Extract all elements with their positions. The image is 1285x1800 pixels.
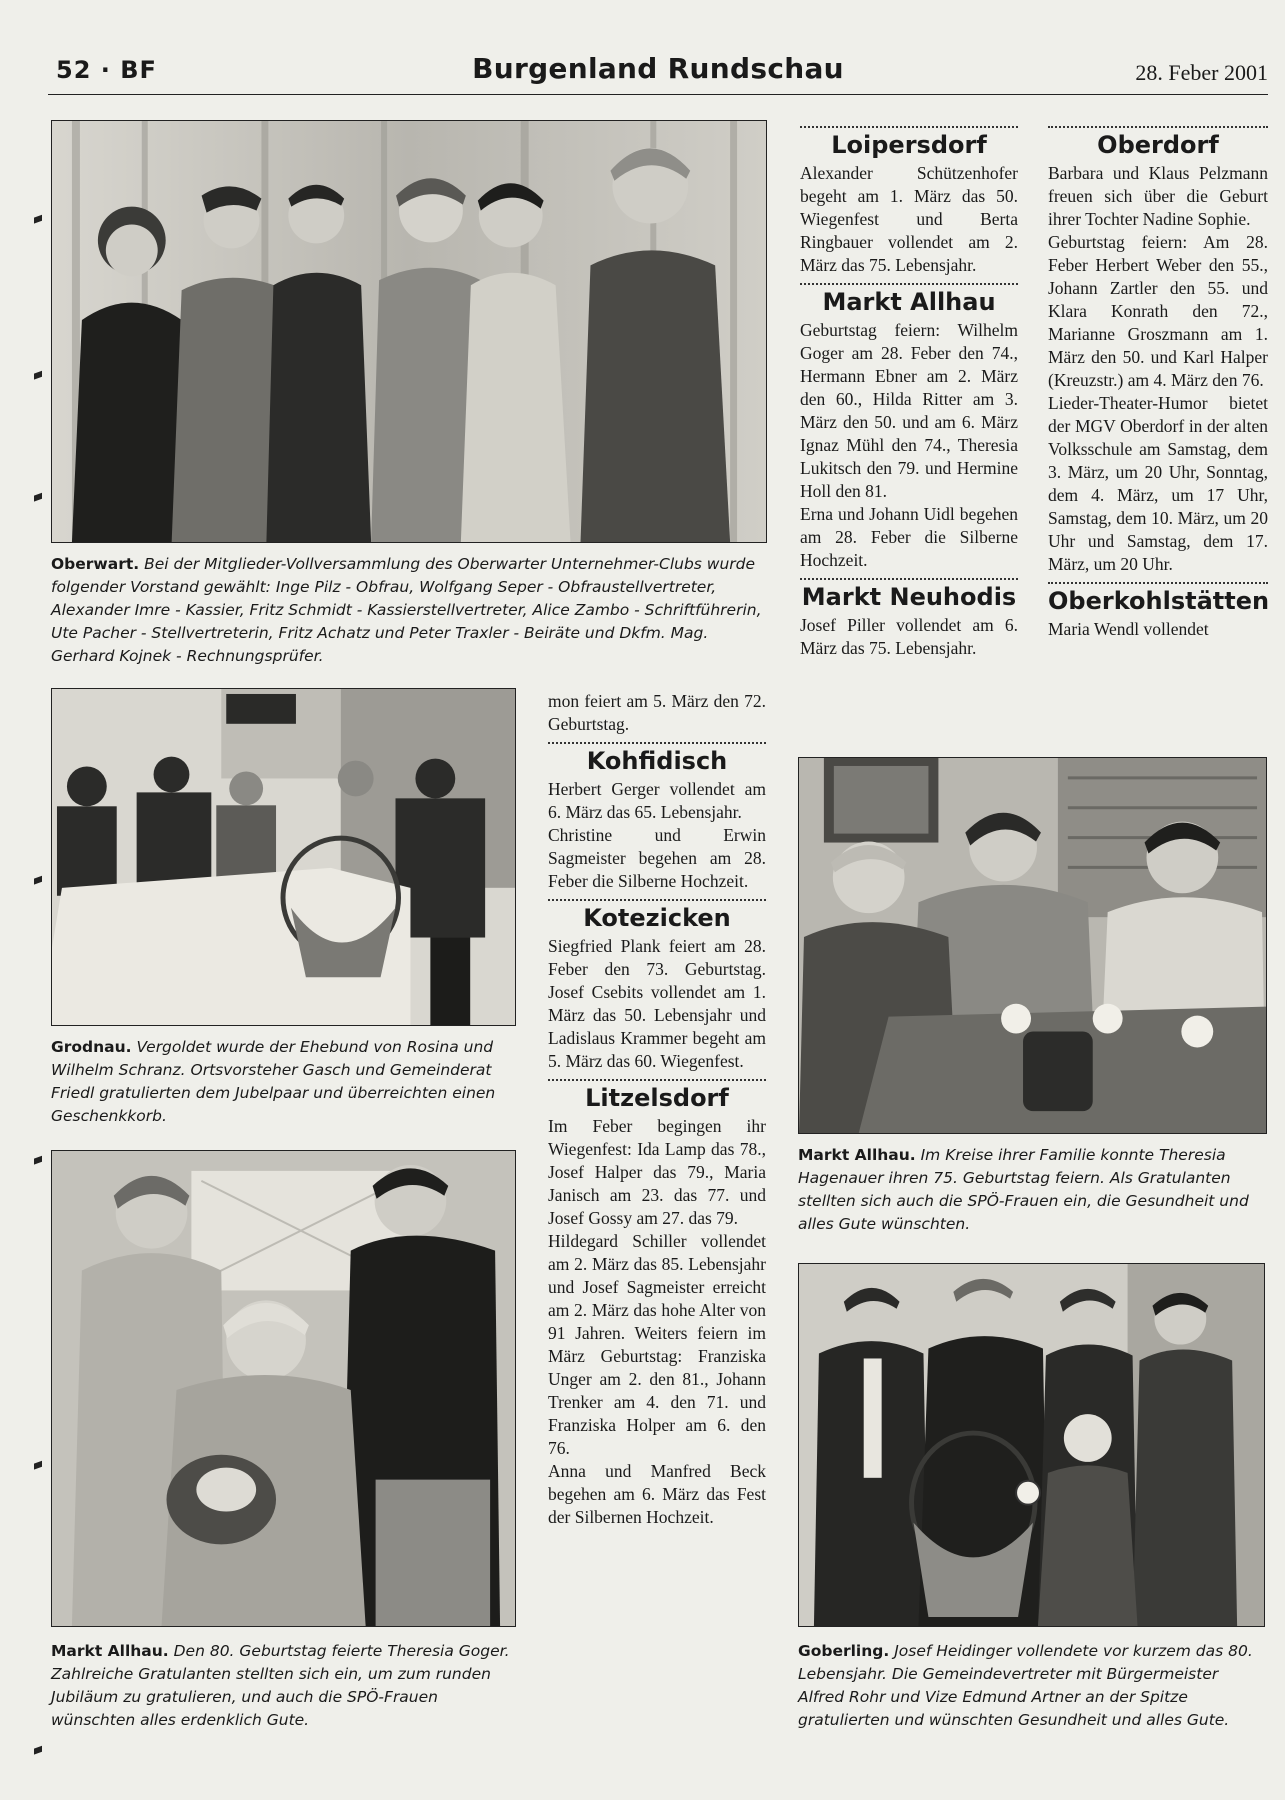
- heading-markt-allhau: Markt Allhau: [822, 288, 996, 316]
- heading-kotezicken: Kotezicken: [583, 904, 731, 932]
- continued-paragraph: mon feiert am 5. März den 72. Geburtstag.: [548, 691, 766, 734]
- caption-text: Vergoldet wurde der Ehebund von Rosina und Wilhelm Schranz. Ortsvorsteher Gasch und Gemeinderat Friedl gratulierten dem Jubelpaar und überreichten einen Geschenkkorb.: [51, 1038, 496, 1125]
- dotted-divider: [548, 899, 766, 901]
- paragraph: Anna und Manfred Beck begehen am 6. März das Fest der Silbernen Hochzeit.: [548, 1461, 766, 1527]
- caption-text: Josef Heidinger vollendete vor kurzem das 80. Lebensjahr. Die Gemeindevertreter mit Bürgermeister Alfred Rohr und Vize Edmund Artner an der Spitze gratulierten und wünschten Gesundheit und alles Gute.: [798, 1642, 1253, 1729]
- paragraph: Christine und Erwin Sagmeister begehen am 28. Feber die Silberne Hochzeit.: [548, 825, 766, 891]
- photo-allhau-80th-birthday: [51, 1150, 516, 1627]
- paragraph: Maria Wendl vollendet: [1048, 619, 1209, 639]
- paragraph: Barbara und Klaus Pelzmann freuen sich über die Geburt ihrer Tochter Nadine Sophie.: [1048, 163, 1268, 229]
- margin-mark: [34, 1741, 54, 1754]
- paragraph: Geburtstag feiern: Wilhelm Goger am 28. Feber den 74., Hermann Ebner am 2. März den 60., Hilda Ritter am 3. März den 50. und am 6. März Ignaz Mühl den 74., Theresia Lukitsch den 79. und Hermine Holl den 81.: [800, 320, 1018, 501]
- caption-text: Den 80. Geburtstag feierte Theresia Goger. Zahlreiche Gratulanten stellten sich ein, um zum runden Jubiläum zu gratulieren, und auch die SPÖ-Frauen wünschten alles erdenklich Gute.: [51, 1642, 510, 1729]
- page-header: [48, 48, 1268, 95]
- paragraph: Im Feber begingen ihr Wiegenfest: Ida Lamp das 78., Josef Halper das 79., Maria Janisch am 23. das 77. und Josef Gossy am 27. das 79.: [548, 1116, 766, 1228]
- page-number: 52 · BF: [56, 56, 157, 84]
- heading-markt-neuhodis: Markt Neuhodis: [801, 583, 1017, 611]
- paragraph: Herbert Gerger vollendet am 6. März das 65. Lebensjahr.: [548, 779, 766, 822]
- paragraph: Siegfried Plank feiert am 28. Feber den 73. Geburtstag. Josef Csebits vollendet am 1. März das 50. Lebensjahr und Ladislaus Krammer begeht am 5. März das 60. Wiegenfest.: [548, 936, 766, 1071]
- column-local-news-3: [800, 120, 1018, 660]
- caption-goberling: [798, 1640, 1268, 1732]
- caption-text: Im Kreise ihrer Familie konnte Theresia Hagenauer ihren 75. Geburtstag feiern. Als Gratulanten stellten sich auch die SPÖ-Frauen ein, die Gesundheit und alles Gute wünschten.: [798, 1146, 1249, 1233]
- paragraph: Hildegard Schiller vollendet am 2. März das 85. Lebensjahr und Josef Sagmeister erreicht am 2. März das hohe Alter von 91 Jahren. Weiters feiern im März Geburtstag: Franziska Unger am 2. den 81., Johann Trenker am 4. den 71. und Franziska Holper am 6. den 76.: [548, 1231, 766, 1458]
- heading-litzelsdorf: Litzelsdorf: [585, 1084, 729, 1112]
- paragraph: Erna und Johann Uidl begehen am 28. Feber die Silberne Hochzeit.: [800, 504, 1018, 570]
- photo-oberwart-board: [51, 120, 767, 543]
- newspaper-title: Burgenland Rundschau: [472, 52, 844, 85]
- paragraph: Lieder-Theater-Humor bietet der MGV Oberdorf in der alten Volksschule am Samstag, dem 3. März, um 20 Uhr, Sonntag, dem 4. März, um 17 Uhr, Samstag, dem 10. März, um 20 Uhr und Samstag, dem 17. März, um 20 Uhr.: [1048, 393, 1268, 574]
- dotted-divider: [1048, 582, 1268, 584]
- heading-loipersdorf: Loipersdorf: [831, 131, 987, 159]
- issue-date: 28. Feber 2001: [1135, 60, 1268, 85]
- caption-place: Goberling.: [798, 1642, 890, 1660]
- heading-oberdorf: Oberdorf: [1097, 131, 1219, 159]
- heading-kohfidisch: Kohfidisch: [586, 747, 728, 775]
- heading-oberkohlstaetten: Oberkohlstätten: [1048, 587, 1270, 615]
- photo-goberling-80th-birthday: [798, 1263, 1265, 1627]
- dotted-divider: [800, 126, 1018, 128]
- column-local-news-4: [1048, 120, 1268, 641]
- photo-grodnau-anniversary: [51, 688, 516, 1026]
- paragraph: Geburtstag feiern: Am 28. Feber Herbert Weber den 55., Johann Zartler den 55. und Klara Konrath den 72., Marianne Groszmann am 1. März den 50. und Karl Halper (Kreuzstr.) am 4. März den 76.: [1048, 232, 1268, 390]
- dotted-divider: [800, 578, 1018, 580]
- caption-place: Markt Allhau.: [51, 1642, 169, 1660]
- paragraph: Alexander Schützenhofer begeht am 1. März das 50. Wiegenfest und Berta Ringbauer vollendet am 2. März das 75. Lebensjahr.: [800, 163, 1018, 275]
- caption-grodnau: [51, 1036, 521, 1128]
- caption-place: Oberwart.: [51, 555, 140, 573]
- caption-allhau-80: [51, 1640, 521, 1732]
- caption-allhau-75: [798, 1144, 1268, 1236]
- column-local-news-middle: [548, 690, 766, 1529]
- caption-oberwart: [51, 553, 767, 668]
- caption-place: Grodnau.: [51, 1038, 132, 1056]
- dotted-divider: [548, 1079, 766, 1081]
- dotted-divider: [800, 283, 1018, 285]
- dotted-divider: [548, 742, 766, 744]
- photo-allhau-75th-birthday: [798, 757, 1267, 1134]
- dotted-divider: [1048, 126, 1268, 128]
- paragraph: Josef Piller vollendet am 6. März das 75. Lebensjahr.: [800, 615, 1018, 658]
- caption-place: Markt Allhau.: [798, 1146, 916, 1164]
- caption-text: Bei der Mitglieder-Vollversammlung des Oberwarter Unternehmer-Clubs wurde folgender Vorstand gewählt: Inge Pilz - Obfrau, Wolfgang Seper - Obfraustellvertreter, Alexander Imre - Kassier, Fritz Schmidt - Kassierstellvertreter, Alice Zambo - Schriftführerin, Ute Pacher - Stellvertreterin, Fritz Achatz und Peter Traxler - Beiräte und Dkfm. Mag. Gerhard Kojnek - Rechnungsprüfer.: [51, 555, 762, 665]
